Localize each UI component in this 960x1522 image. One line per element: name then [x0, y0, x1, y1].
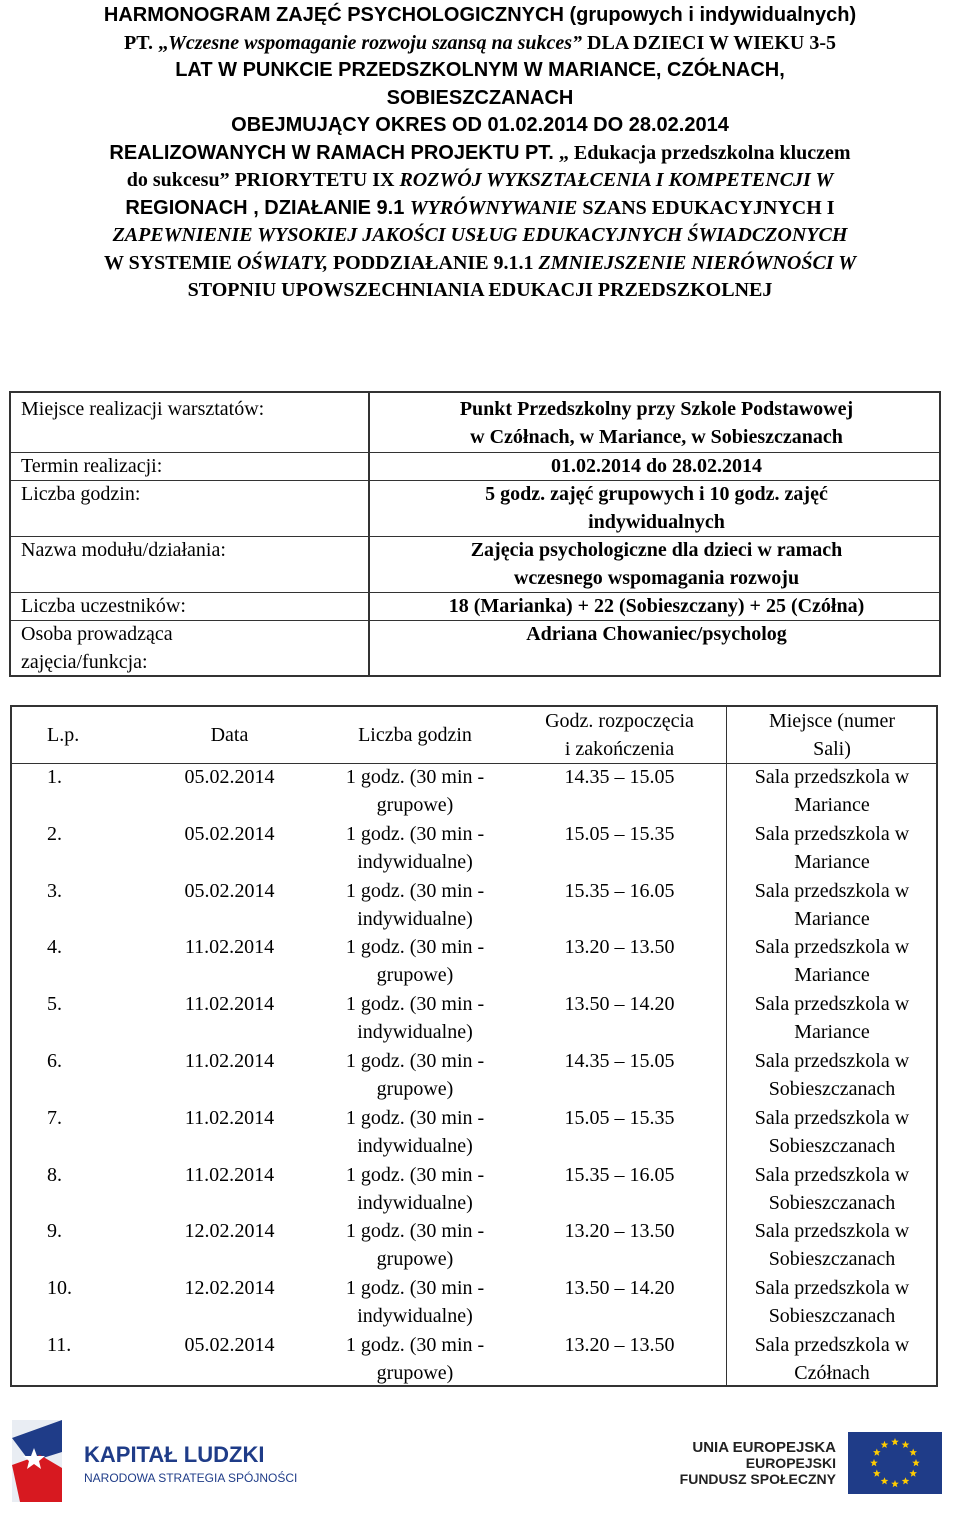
leader-label-line-2: zajęcia/funkcja: — [21, 651, 148, 673]
row-hours-line-2: indywidualne) — [357, 1021, 473, 1044]
row-lp: 9. — [47, 1220, 62, 1243]
row-place-line-2: Sobieszczanach — [768, 1078, 896, 1100]
header-lp: L.p. — [47, 724, 80, 746]
hours-value-line-2: indywidualnych — [588, 511, 725, 533]
row-lp: 1. — [47, 766, 62, 788]
row-hours-line-1: 1 godz. (30 min - — [345, 1106, 485, 1129]
leader-label-line-1: Osoba prowadząca — [21, 623, 173, 645]
participants-label: Liczba uczestników: — [21, 595, 186, 617]
row-hours-line-1: 1 godz. (30 min - — [345, 1277, 485, 1300]
row-lp: 5. — [47, 993, 62, 1016]
info-table-divider — [368, 393, 370, 675]
row-date: 11.02.2014 — [184, 1050, 275, 1072]
row-lp: 3. — [47, 879, 62, 902]
header-line-8: REGIONACH , DZIAŁANIE 9.1 WYRÓWNYWANIE SZANS EDUKACYJNYCH I — [125, 196, 835, 219]
row-date: 05.02.2014 — [184, 879, 275, 902]
header-line-6: REALIZOWANYCH W RAMACH PROJEKTU PT. „ Edukacja przedszkolna kluczem — [109, 141, 851, 164]
eu-line-1: UNIA EUROPEJSKA — [692, 1439, 836, 1456]
module-value-line-1: Zajęcia psychologiczne dla dzieci w ramach — [470, 539, 843, 561]
row-hours-line-1: 1 godz. (30 min - — [345, 1050, 485, 1072]
header-time-line-1: Godz. rozpoczęcia — [545, 710, 694, 732]
header-line-2: PT. „Wczesne wspomaganie rozwoju szansą na sukces” DLA DZIECI W WIEKU 3-5 — [123, 31, 836, 54]
header-line-4: SOBIESZCZANACH — [386, 86, 574, 109]
row-place-line-1: Sala przedszkola w — [754, 1106, 910, 1129]
row-date: 11.02.2014 — [184, 1163, 275, 1186]
row-hours-line-1: 1 godz. (30 min - — [345, 1163, 485, 1186]
row-time: 15.35 – 16.05 — [564, 1163, 675, 1186]
row-hours-line-1: 1 godz. (30 min - — [345, 879, 485, 902]
row-hours-line-2: indywidualne) — [357, 1134, 473, 1157]
row-place-line-1: Sala przedszkola w — [754, 1334, 910, 1356]
row-hours-line-2: grupowe) — [376, 794, 454, 816]
footer-logos — [0, 1410, 960, 1517]
row-place-line-2: Czółnach — [794, 1362, 870, 1384]
module-label: Nazwa modułu/działania: — [21, 539, 226, 561]
hours-value-line-1: 5 godz. zajęć grupowych i 10 godz. zajęć — [485, 483, 828, 505]
row-hours-line-1: 1 godz. (30 min - — [345, 766, 485, 788]
row-hours-line-2: indywidualne) — [357, 1191, 473, 1214]
header-line-7: do sukcesu” PRIORYTETU IX ROZWÓJ WYKSZTAŁCENIA I KOMPETENCJI W — [126, 169, 834, 191]
row-lp: 8. — [47, 1163, 62, 1186]
document-header — [10, 2, 950, 305]
row-place-line-1: Sala przedszkola w — [754, 1277, 910, 1300]
row-lp: 4. — [47, 936, 62, 959]
row-time: 13.20 – 13.50 — [564, 1220, 675, 1243]
row-place-line-1: Sala przedszkola w — [754, 993, 910, 1016]
participants-value: 18 (Marianka) + 22 (Sobieszczany) + 25 (Czółna) — [448, 595, 865, 617]
header-place-line-2: Sali) — [813, 738, 851, 760]
eu-line-3: FUNDUSZ SPOŁECZNY — [679, 1471, 836, 1487]
row-time: 13.50 – 14.20 — [564, 993, 675, 1016]
row-hours-line-1: 1 godz. (30 min - — [345, 822, 485, 845]
row-lp: 7. — [47, 1106, 62, 1129]
logos-graphic — [0, 1410, 960, 1517]
place-value-line-1: Punkt Przedszkolny przy Szkole Podstawowej — [459, 398, 854, 420]
row-time: 14.35 – 15.05 — [564, 766, 675, 788]
row-date: 11.02.2014 — [184, 993, 275, 1016]
eu-line-2: EUROPEJSKI — [745, 1455, 836, 1471]
header-place-line-1: Miejsce (numer — [768, 710, 896, 732]
header-line-10: W SYSTEMIE OŚWIATY, PODDZIAŁANIE 9.1.1 ZMNIEJSZENIE NIERÓWNOŚCI W — [103, 251, 857, 274]
row-place-line-2: Mariance — [794, 794, 870, 816]
row-place-line-1: Sala przedszkola w — [754, 822, 910, 845]
row-hours-line-2: grupowe) — [376, 964, 454, 987]
place-label: Miejsce realizacji warsztatów: — [21, 398, 265, 420]
module-value-line-2: wczesnego wspomagania rozwoju — [513, 567, 800, 589]
row-date: 12.02.2014 — [184, 1277, 275, 1300]
header-line-9: ZAPEWNIENIE WYSOKIEJ JAKOŚCI USŁUG EDUKACYJNYCH ŚWIADCZONYCH — [112, 224, 848, 246]
row-hours-line-1: 1 godz. (30 min - — [345, 936, 485, 959]
row-hours-line-2: grupowe) — [376, 1362, 454, 1384]
row-date: 11.02.2014 — [184, 936, 275, 959]
row-time: 15.35 – 16.05 — [564, 879, 675, 902]
schedule-table — [10, 705, 938, 1387]
row-date: 11.02.2014 — [184, 1106, 275, 1129]
row-hours-line-1: 1 godz. (30 min - — [345, 1334, 485, 1356]
row-hours-line-2: grupowe) — [376, 1078, 454, 1100]
row-lp: 11. — [47, 1334, 72, 1356]
row-place-line-2: Sobieszczanach — [768, 1191, 896, 1214]
row-date: 05.02.2014 — [184, 1334, 275, 1356]
row-time: 13.20 – 13.50 — [564, 936, 675, 959]
header-line-11: STOPNIU UPOWSZECHNIANIA EDUKACJI PRZEDSZKOLNEJ — [187, 279, 773, 301]
info-table — [9, 391, 941, 677]
leader-value: Adriana Chowaniec/psycholog — [526, 623, 787, 645]
header-time-line-2: i zakończenia — [564, 738, 675, 760]
row-place-line-2: Mariance — [794, 850, 870, 873]
row-time: 13.50 – 14.20 — [564, 1277, 675, 1300]
header-line-3: LAT W PUNKCIE PRZEDSZKOLNYM W MARIANCE, CZÓŁNACH, — [175, 59, 785, 81]
header-line-1: HARMONOGRAM ZAJĘĆ PSYCHOLOGICZNYCH (grupowych i indywidualnych) — [103, 4, 857, 26]
hours-label: Liczba godzin: — [21, 483, 141, 505]
row-time: 15.05 – 15.35 — [564, 822, 675, 845]
row-time: 14.35 – 15.05 — [564, 1050, 675, 1072]
header-hours: Liczba godzin — [358, 724, 472, 746]
row-place-line-1: Sala przedszkola w — [754, 1220, 910, 1243]
row-place-line-1: Sala przedszkola w — [754, 936, 910, 959]
row-place-line-2: Sobieszczanach — [768, 1134, 896, 1157]
row-hours-line-2: indywidualne) — [357, 850, 473, 873]
row-time: 15.05 – 15.35 — [564, 1106, 675, 1129]
row-place-line-2: Sobieszczanach — [768, 1248, 896, 1271]
row-hours-line-1: 1 godz. (30 min - — [345, 1220, 485, 1243]
row-place-line-2: Mariance — [794, 907, 870, 930]
header-line-5: OBEJMUJĄCY OKRES OD 01.02.2014 DO 28.02.2014 — [231, 114, 729, 136]
term-label: Termin realizacji: — [21, 455, 163, 477]
row-place-line-1: Sala przedszkola w — [754, 1050, 910, 1072]
row-place-line-1: Sala przedszkola w — [754, 1163, 910, 1186]
row-lp: 2. — [47, 822, 62, 845]
row-time: 13.20 – 13.50 — [564, 1334, 675, 1356]
term-value: 01.02.2014 do 28.02.2014 — [550, 455, 763, 477]
row-place-line-2: Sobieszczanach — [768, 1305, 896, 1328]
row-lp: 10. — [47, 1277, 72, 1300]
row-place-line-2: Mariance — [794, 1021, 870, 1044]
row-place-line-2: Mariance — [794, 964, 870, 987]
row-lp: 6. — [47, 1050, 62, 1072]
row-hours-line-2: indywidualne) — [357, 1305, 473, 1328]
kapital-ludzki-logo — [12, 1420, 62, 1502]
kl-subtitle: NARODOWA STRATEGIA SPÓJNOŚCI — [84, 1471, 298, 1485]
eu-flag — [848, 1432, 942, 1494]
row-date: 05.02.2014 — [184, 766, 275, 788]
header-date: Data — [210, 724, 249, 746]
row-place-line-1: Sala przedszkola w — [754, 879, 910, 902]
row-date: 12.02.2014 — [184, 1220, 275, 1243]
row-hours-line-2: grupowe) — [376, 1248, 454, 1271]
row-hours-line-1: 1 godz. (30 min - — [345, 993, 485, 1016]
kl-title: KAPITAŁ LUDZKI — [84, 1442, 265, 1467]
row-place-line-1: Sala przedszkola w — [754, 766, 910, 788]
place-value-line-2: w Czółnach, w Mariance, w Sobieszczanach — [470, 426, 843, 448]
row-date: 05.02.2014 — [184, 822, 275, 845]
row-hours-line-2: indywidualne) — [357, 907, 473, 930]
